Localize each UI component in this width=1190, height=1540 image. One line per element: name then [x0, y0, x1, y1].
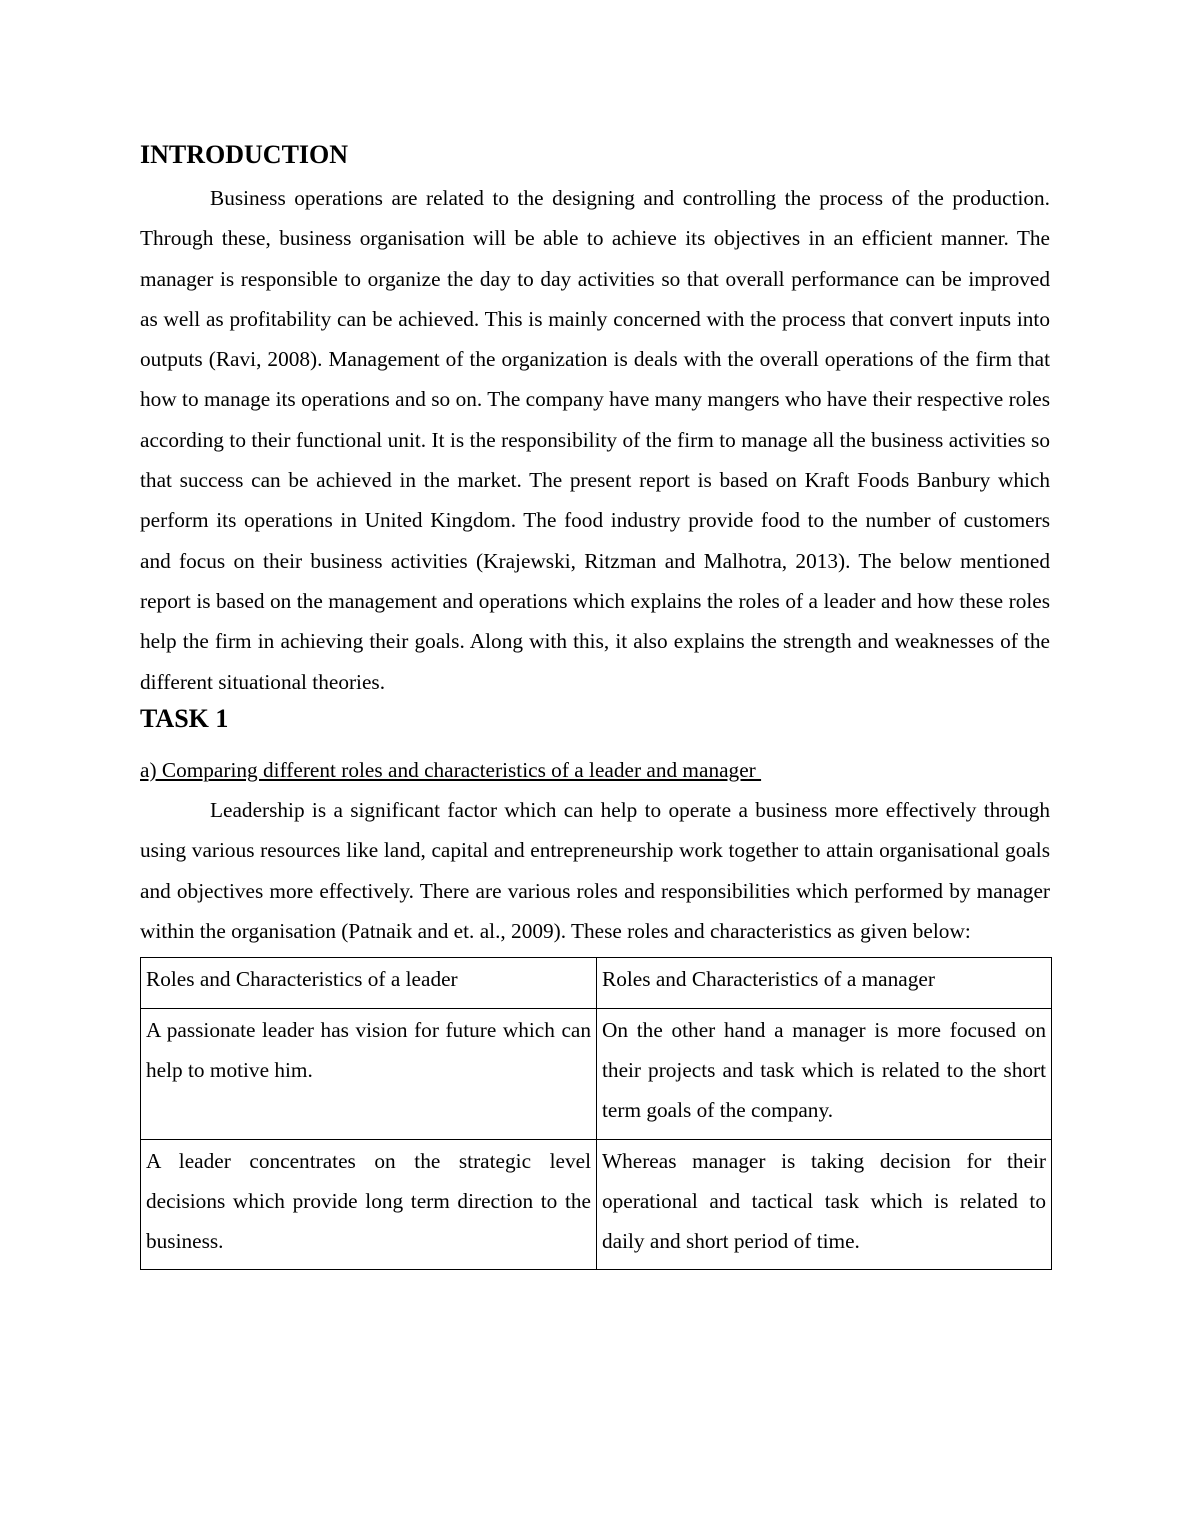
table-row	[141, 1139, 1052, 1270]
table-header-row	[141, 958, 1052, 1008]
table-row	[141, 1008, 1052, 1139]
table-cell-manager: Whereas manager is taking decision for their operational and tactical task which is related to daily and short period of time.	[597, 1139, 1052, 1270]
roles-comparison-table	[140, 957, 1052, 1270]
task1-paragraph: Leadership is a significant factor which can help to operate a business more effectively through using various resources like land, capital and entrepreneurship work together to attain organisational goals and objectives more effectively. There are various roles and responsibilities which performed by manager within the organisation (Patnaik and et. al., 2009). These roles and characteristics as given below:	[140, 798, 1050, 944]
document-page	[140, 138, 1050, 1270]
table-header-leader: Roles and Characteristics of a leader	[141, 958, 597, 1008]
table-cell-manager: On the other hand a manager is more focused on their projects and task which is related to the short term goals of the company.	[597, 1008, 1052, 1139]
task1-subheading: a) Comparing different roles and characteristics of a leader and manager	[140, 757, 762, 782]
table-cell-leader: A passionate leader has vision for future which can help to motive him.	[141, 1008, 597, 1139]
task1-heading: TASK 1	[140, 703, 229, 733]
table-cell-leader: A leader concentrates on the strategic level decisions which provide long term direction to the business.	[141, 1139, 597, 1270]
introduction-heading: INTRODUCTION	[140, 140, 349, 169]
introduction-paragraph: Business operations are related to the designing and controlling the process of the production. Through these, business organisation will be able to achieve its objectives in an efficient manner. The manager is responsible to organize the day to day activities so that overall performance can be improved as well as profitability can be achieved. This is mainly concerned with the process that convert inputs into outputs (Ravi, 2008). Management of the organization is deals with the overall operations of the firm that how to manage its operations and so on. The company have many mangers who have their respective roles according to their functional unit. It is the responsibility of the firm to manage all the business activities so that success can be achieved in the market. The present report is based on Kraft Foods Banbury which perform its operations in United Kingdom. The food industry provide food to the number of customers and focus on their business activities (Krajewski, Ritzman and Malhotra, 2013). The below mentioned report is based on the management and operations which explains the roles of a leader and how these roles help the firm in achieving their goals. Along with this, it also explains the strength and weaknesses of the different situational theories.	[140, 186, 1050, 694]
table-header-manager: Roles and Characteristics of a manager	[597, 958, 1052, 1008]
